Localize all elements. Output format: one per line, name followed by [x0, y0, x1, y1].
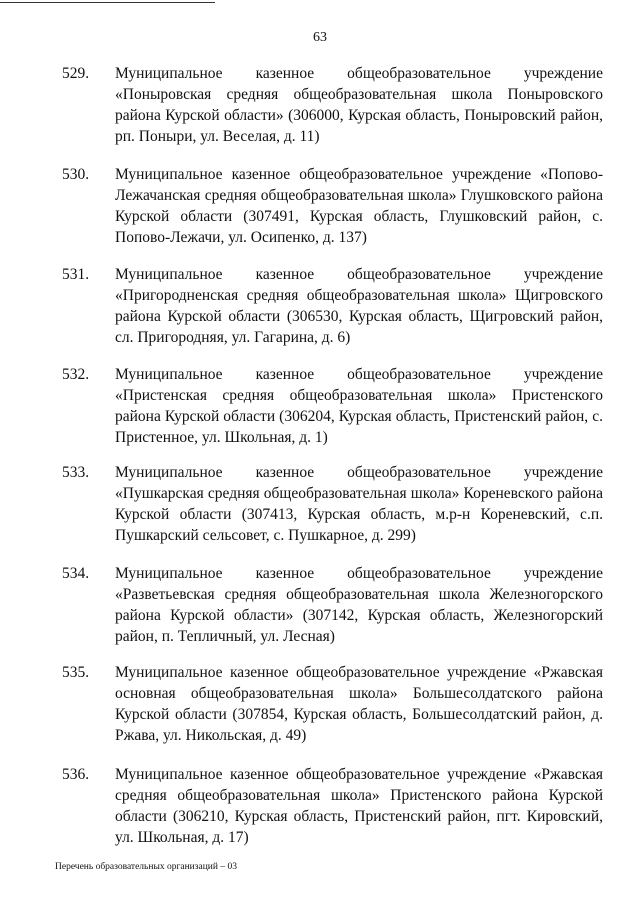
page-footer: Перечень образовательных организаций – 03: [55, 862, 237, 872]
entry-text: Муниципальное казенное общеобразовательное учреждение «Разветьевская средняя общеобразовательная школа Железногорского района Курской области» (307142, Курская область, Железногорский район, п. Тепличный, ул. Лесная): [115, 565, 603, 645]
entry-number: 529.: [62, 65, 90, 82]
entry-number: 530.: [62, 166, 90, 183]
top-rule: [0, 2, 215, 3]
entry-text: Муниципальное казенное общеобразовательное учреждение «Пристенская средняя общеобразовательная школа» Пристенского района Курской области (306204, Курская область, Пристенский район, с. Пристенное, ул. Школьная, д. 1): [115, 366, 603, 446]
entry-number: 535.: [62, 664, 90, 681]
entry-text: Муниципальное казенное общеобразовательное учреждение «Поныровская средняя общеобразовательная школа Поныровского района Курской области» (306000, Курская область, Поныровский район, рп. Поныри, ул. Веселая, д. 11): [115, 65, 603, 145]
entry-text: Муниципальное казенное общеобразовательное учреждение «Пушкарская средняя общеобразовательная школа» Кореневского района Курской области (307413, Курская область, м.р-н Кореневский, с.п. Пушкарский сельсовет, с. Пушкарное, д. 299): [115, 464, 603, 544]
entry-text: Муниципальное казенное общеобразовательное учреждение «Ржавская основная общеобразовательная школа» Большесолдатского района Курской области (307854, Курская область, Большесолдатский район, д. Ржава, ул. Никольская, д. 49): [115, 664, 603, 744]
page-number: 63: [313, 30, 327, 45]
entry-text: Муниципальное казенное общеобразовательное учреждение «Пригородненская средняя общеобразовательная школа» Щигровского района Курской области (306530, Курская область, Щигровский район, сл. Пригородняя, ул. Гагарина, д. 6): [115, 266, 603, 346]
entry-text: Муниципальное казенное общеобразовательное учреждение «Ржавская средняя общеобразовательная школа» Пристенского района Курской области (306210, Курская область, Пристенский район, пгт. Кировский, ул. Школьная, д. 17): [115, 766, 603, 846]
entry-text: Муниципальное казенное общеобразовательное учреждение «Попово-Лежачанская средняя общеобразовательная школа» Глушковского района Курской области (307491, Курская область, Глушковский район, с. Попово-Лежачи, ул. Осипенко, д. 137): [115, 166, 603, 246]
entry-number: 532.: [62, 366, 90, 383]
entry-number: 531.: [62, 266, 90, 283]
entry-number: 533.: [62, 464, 90, 481]
entry-number: 534.: [62, 565, 90, 582]
entry-number: 536.: [62, 766, 90, 783]
